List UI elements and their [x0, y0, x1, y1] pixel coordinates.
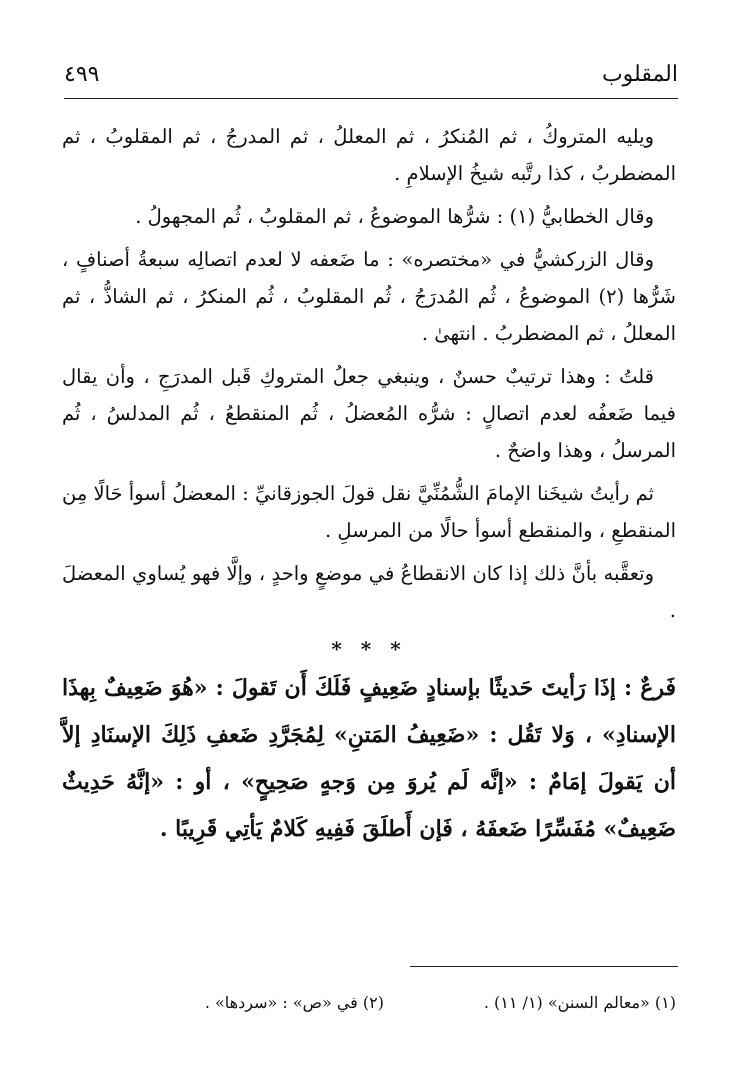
- main-text: [62, 118, 676, 853]
- paragraph-1: ويليه المتروكُ ، ثم المُنكرُ ، ثم المعللُ ، ثم المدرجُ ، ثم المقلوبُ ، ثم المضطربُ ، كذا رتَّبه شيخُ الإسلامِ .: [62, 125, 676, 185]
- paragraph-6: وتعقَّبه بأنَّ ذلك إذا كان الانقطاعُ في موضعٍ واحدٍ ، وإلَّا فهو يُساوي المعضلَ .: [62, 562, 676, 622]
- footnote-2: (٢) في «ص» : «سردها» .: [204, 993, 384, 1012]
- section-separator: * * *: [331, 637, 407, 661]
- page-number: ٤٩٩: [64, 62, 100, 87]
- paragraph-4: قلتُ : وهذا ترتيبٌ حسنٌ ، وينبغي جعلُ المتروكِ قَبل المدرَجِ ، وأن يقال فيما ضَعفُه لعدم اتصالٍ : شرُّه المُعضلُ ، ثُم المنقطعُ ، ثُم المدلسُ ، ثُم المرسلُ ، وهذا واضحٌ .: [62, 365, 676, 462]
- paragraph-3: وقال الزركشيُّ في «مختصره» : ما ضَعفه لا لعدم اتصالِه سبعةُ أصنافٍ ، شَرُّها (٢) الموضوعُ ، ثُم المُدرَجُ ، ثُم المقلوبُ ، ثُم المنكرُ ، ثم الشاذُّ ، ثم المعللُ ، ثم المضطربُ . انتهىٰ .: [62, 248, 676, 345]
- footnote-divider: [410, 966, 678, 967]
- footnote-1: (١) «معالم السنن» (١/ ١١) .: [483, 993, 676, 1012]
- far-section: فَرعٌ : إذَا رَأيتَ حَديثًا بإسنادٍ ضَعِيفٍ فَلَكَ أَن تَقولَ : «هُوَ ضَعِيفٌ بِهذَا الإسنادِ» ، وَلا تَقُل : «ضَعِيفُ المَتنِ» لِمُجَرَّدِ ضَعفِ ذَلِكَ الإسنَادِ إلاَّ أن يَقولَ إمَامٌ : «إنَّه لَم يُروَ مِن وَجهٍ صَحِيحٍ» ، أو : «إنَّهُ حَدِيثٌ ضَعِيفٌ» مُفَسِّرًا ضَعفَهُ ، فَإن أَطلَقَ فَفِيهِ كَلامٌ يَأتِي قَرِيبًا .: [62, 675, 676, 842]
- paragraph-5: ثم رأيتُ شيخَنا الإمامَ الشُّمُنِّيَّ نقل قولَ الجوزقانيِّ : المعضلُ أسوأ حَالًا مِن المنقطعِ ، والمنقطع أسوأ حالًا من المرسلِ .: [62, 482, 676, 542]
- chapter-title: المقلوب: [601, 62, 678, 87]
- running-header: [64, 58, 678, 99]
- paragraph-2: وقال الخطابيُّ (١) : شرُّها الموضوعُ ، ثم المقلوبُ ، ثُم المجهولُ .: [135, 205, 654, 228]
